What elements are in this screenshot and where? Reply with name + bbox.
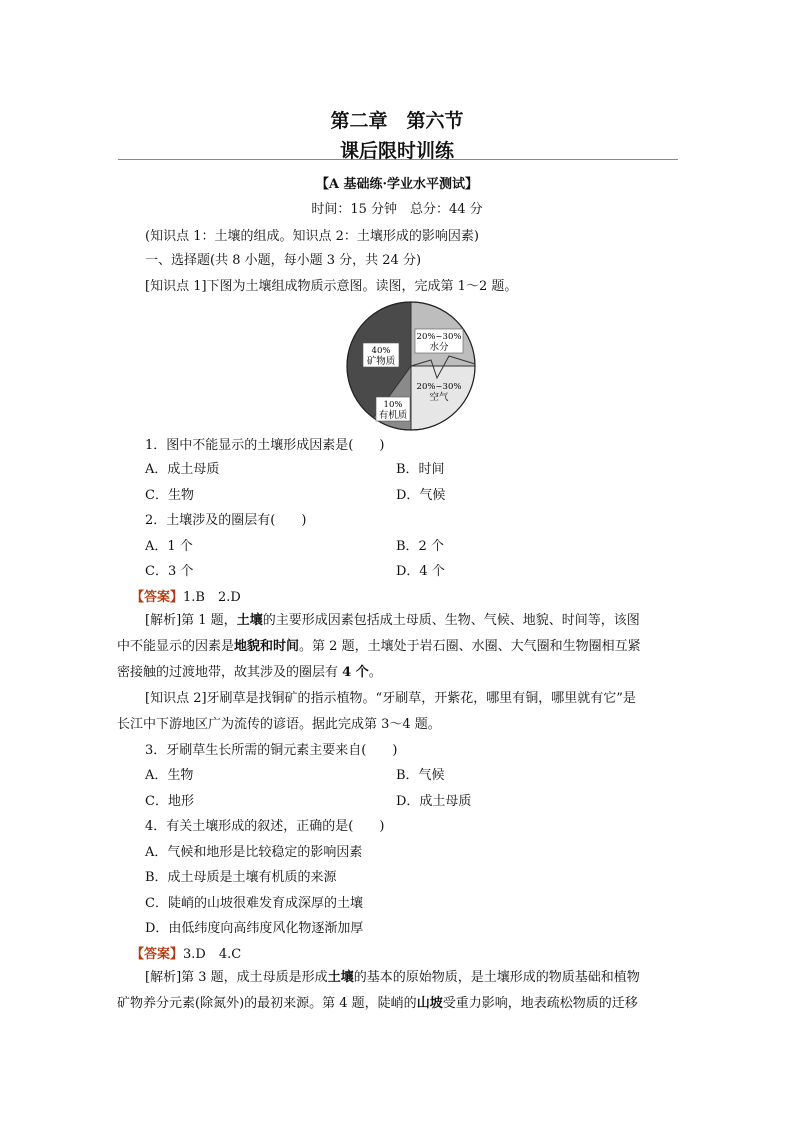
section-tag: 【A 基础练·学业水平测试】 bbox=[315, 177, 479, 192]
exp12-line-3 bbox=[117, 660, 679, 686]
slice-label-percent: 10% bbox=[383, 400, 403, 410]
exp12-line-1 bbox=[117, 608, 679, 634]
text-run: 。 bbox=[368, 665, 382, 680]
answer-tag: 【答案】 bbox=[131, 947, 184, 962]
q3-stem: 3．牙刷草生长所需的铜元素主要来自( ) bbox=[145, 743, 398, 758]
keyword: 4 个 bbox=[342, 665, 369, 680]
text-run: 。第 2 题，土壤处于岩石圈、水圈、大气圈和生物圈相互紧 bbox=[299, 639, 641, 654]
explanation-3-4 bbox=[117, 965, 679, 1017]
keyword: 土壤 bbox=[327, 970, 354, 985]
answer-value: 3.D 4.C bbox=[183, 947, 242, 962]
page-subtitle: 课后限时训练 bbox=[339, 140, 454, 162]
keyword: 土壤 bbox=[236, 613, 263, 628]
text-run: 受重力影响，地表疏松物质的迁移 bbox=[442, 996, 638, 1011]
q1-option-b: B．时间 bbox=[396, 462, 445, 477]
slice-label-percent: 40% bbox=[371, 346, 391, 356]
q2-option-c: C．3 个 bbox=[145, 564, 194, 579]
q1-option-d: D．气候 bbox=[396, 488, 446, 503]
text-run: 中不能显示的因素是 bbox=[117, 639, 235, 654]
q4-option-a: A．气候和地形是比较稳定的影响因素 bbox=[145, 845, 363, 860]
slice-label-percent: 20%~30% bbox=[416, 332, 462, 342]
time-line: 时间：15 分钟 总分：44 分 bbox=[311, 202, 483, 217]
q3-option-d: D．成土母质 bbox=[396, 794, 472, 809]
soil-composition-pie bbox=[343, 298, 479, 434]
intro2-line-2: 长江中下游地区广为流传的谚语。据此完成第 3～4 题。 bbox=[117, 717, 441, 732]
slice-label-name: 空气 bbox=[429, 392, 449, 403]
text-run: 的基本的原始物质，是土壤形成的物质基础和植物 bbox=[353, 970, 640, 985]
part-heading: 一、选择题(共 8 小题，每小题 3 分，共 24 分) bbox=[145, 253, 422, 268]
text-run: [解析]第 1 题， bbox=[145, 613, 237, 628]
slice-label-percent: 20%~30% bbox=[416, 382, 462, 392]
explanation-1-2 bbox=[117, 608, 679, 686]
slice-label-name: 矿物质 bbox=[366, 356, 396, 367]
exp12-line-2 bbox=[117, 634, 679, 660]
exp34-line-1 bbox=[117, 965, 679, 991]
slice-label-name: 水分 bbox=[429, 342, 449, 353]
q1-stem: 1．图中不能显示的土壤形成因素是( ) bbox=[145, 438, 385, 453]
q2-option-a: A．1 个 bbox=[145, 539, 193, 554]
answer-tag: 【答案】 bbox=[131, 590, 184, 605]
q1-option-a: A．成土母质 bbox=[145, 462, 220, 477]
q2-option-d: D．4 个 bbox=[396, 564, 445, 579]
intro2-line-1: [知识点 2]牙刷草是找铜矿的指示植物。“牙刷草，开紫花，哪里有铜，哪里就有它”是 bbox=[145, 691, 636, 706]
slice-label-name: 有机质 bbox=[378, 410, 408, 421]
answer-1-2 bbox=[131, 589, 241, 607]
q3-option-a: A．生物 bbox=[145, 768, 194, 783]
keyword: 地貌和时间 bbox=[234, 639, 300, 654]
keyword: 山坡 bbox=[416, 996, 443, 1011]
q1-option-c: C．生物 bbox=[145, 488, 194, 503]
q4-stem: 4．有关土壤形成的叙述，正确的是( ) bbox=[145, 819, 385, 834]
intro-2 bbox=[117, 686, 679, 738]
q4-option-c: C．陡峭的山坡很难发育成深厚的土壤 bbox=[145, 896, 363, 911]
q4-option-d: D．由低纬度向高纬度风化物逐渐加厚 bbox=[145, 921, 364, 936]
intro-1: [知识点 1]下图为土壤组成物质示意图。读图，完成第 1～2 题。 bbox=[145, 279, 518, 294]
exp34-line-2 bbox=[117, 991, 679, 1017]
q4-option-b: B．成土母质是土壤有机质的来源 bbox=[145, 870, 337, 885]
q2-stem: 2．土壤涉及的圈层有( ) bbox=[145, 513, 307, 528]
text-run: [解析]第 3 题，成土母质是形成 bbox=[145, 970, 328, 985]
text-run: 密接触的过渡地带，故其涉及的圈层有 bbox=[117, 665, 343, 680]
knowledge-line: (知识点 1：土壤的组成。知识点 2：土壤形成的影响因素) bbox=[145, 229, 479, 244]
text-run: 矿物养分元素(除氮外)的最初来源。第 4 题，陡峭的 bbox=[117, 996, 417, 1011]
q2-option-b: B．2 个 bbox=[396, 539, 444, 554]
answer-3-4 bbox=[131, 946, 241, 964]
q3-option-c: C．地形 bbox=[145, 794, 194, 809]
answer-value: 1.B 2.D bbox=[183, 590, 241, 605]
chapter-title: 第二章 第六节 bbox=[330, 110, 464, 132]
q3-option-b: B．气候 bbox=[396, 768, 445, 783]
text-run: 的主要形成因素包括成土母质、生物、气候、地貌、时间等，该图 bbox=[262, 613, 640, 628]
